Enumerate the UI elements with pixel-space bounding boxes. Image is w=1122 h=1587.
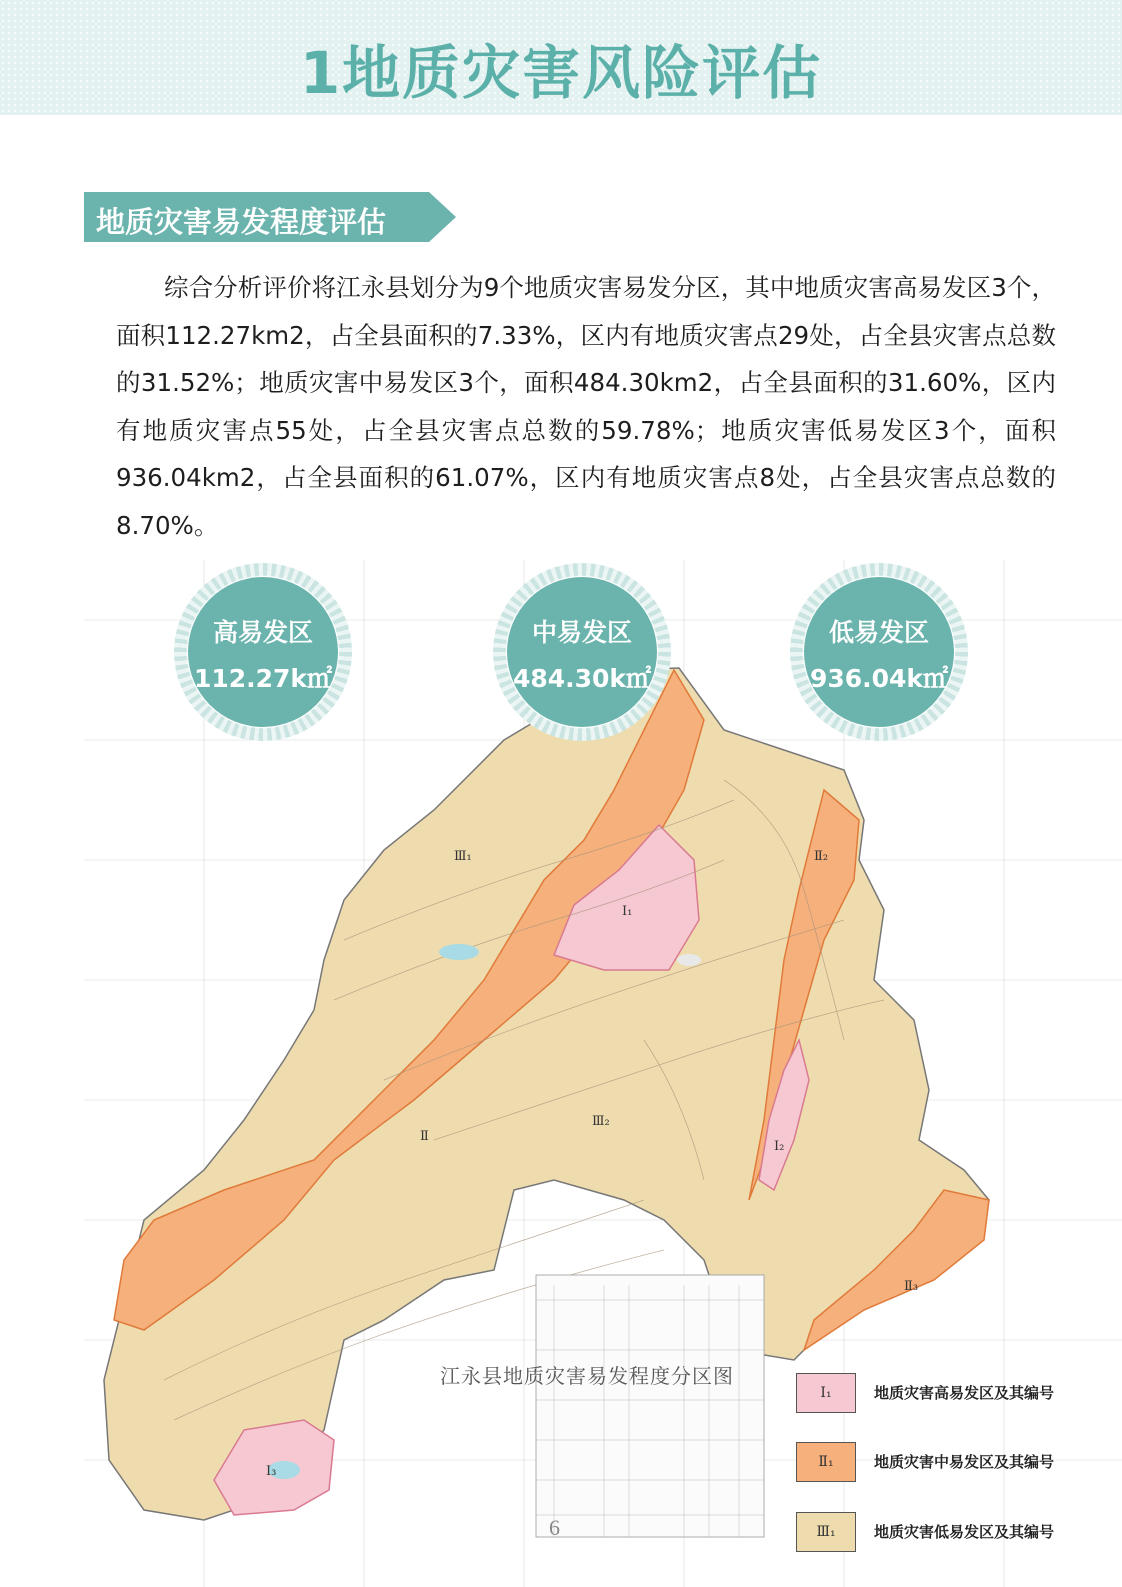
- section-banner: [84, 192, 456, 242]
- town-1: [677, 954, 701, 966]
- stat-medium-inner: [507, 577, 657, 727]
- stat-medium-value: 484.30k㎡: [512, 664, 652, 693]
- stat-high-label: 高易发区: [212, 618, 313, 647]
- legend-low-text: 地质灾害低易发区及其编号: [874, 1523, 1055, 1541]
- zone-label-ii2: Ⅱ₂: [814, 849, 829, 864]
- legend-high: [796, 1373, 1096, 1413]
- stat-medium: [493, 563, 671, 741]
- stat-low-value: 936.04k㎡: [809, 664, 949, 693]
- legend-low-swatch: Ⅲ₁: [796, 1512, 856, 1552]
- page-title: 1地质灾害风险评估: [299, 39, 823, 107]
- zone-label-iii1: Ⅲ₁: [454, 849, 472, 864]
- legend-medium-text: 地质灾害中易发区及其编号: [874, 1453, 1055, 1471]
- legend-high-swatch: Ⅰ₁: [796, 1373, 856, 1413]
- zone-label-ii3: Ⅱ₃: [904, 1279, 919, 1294]
- map-caption: 江永县地质灾害易发程度分区图: [440, 1364, 734, 1388]
- stat-low: [790, 563, 968, 741]
- zone-label-i2: Ⅰ₂: [774, 1139, 785, 1154]
- zone-label-i3: Ⅰ₃: [266, 1464, 277, 1479]
- page-number: 6: [549, 1515, 560, 1540]
- stat-high-value: 112.27k㎡: [193, 664, 333, 693]
- stat-low-label: 低易发区: [828, 618, 929, 647]
- legend-medium: [796, 1442, 1096, 1482]
- zone-label-ii: Ⅱ: [420, 1129, 429, 1144]
- zone-label-iii2: Ⅲ₂: [592, 1114, 610, 1129]
- body-paragraph: 综合分析评价将江永县划分为9个地质灾害易发分区，其中地质灾害高易发区3个，面积112.27km2，占全县面积的7.33%，区内有地质灾害点29处，占全县灾害点总数的31.52%；地质灾害中易发区3个，面积484.30km2，占全县面积的31.60%，区内有地质灾害点55处，占全县灾害点总数的59.78%；地质灾害低易发区3个，面积936.04km2，占全县面积的61.07%，区内有地质灾害点8处，占全县灾害点总数的8.70%。: [116, 273, 1056, 540]
- zone-label-i1: Ⅰ₁: [622, 904, 633, 919]
- legend-low: [796, 1512, 1096, 1552]
- legend-high-text: 地质灾害高易发区及其编号: [874, 1384, 1055, 1402]
- stat-high-inner: [188, 577, 338, 727]
- stat-low-inner: [804, 577, 954, 727]
- section-title: 地质灾害易发程度评估: [96, 205, 387, 239]
- legend-medium-swatch: Ⅱ₁: [796, 1442, 856, 1482]
- stat-high: [174, 563, 352, 741]
- lake-1: [439, 944, 479, 960]
- inset-table-thumbnail: [536, 1275, 764, 1537]
- stat-medium-label: 中易发区: [531, 618, 632, 647]
